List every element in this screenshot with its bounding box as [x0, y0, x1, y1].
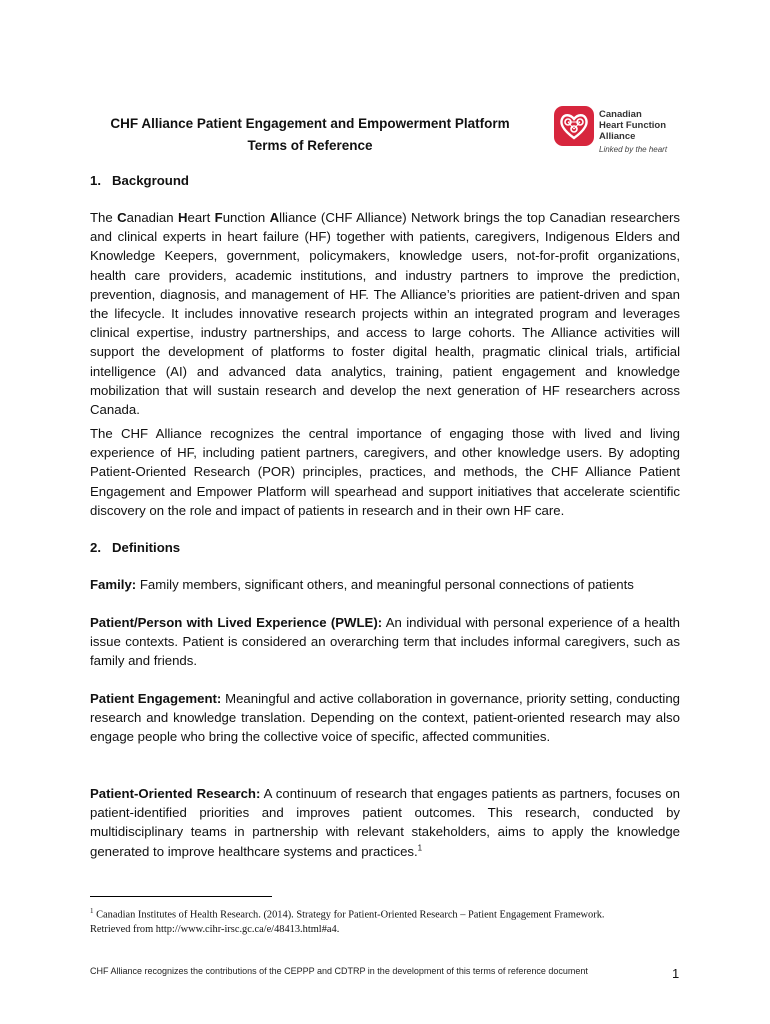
- footnote-divider: [90, 896, 272, 897]
- definition-pwle: Patient/Person with Lived Experience (PWLE): An individual with personal experience of a health issue contexts. Patient is considered an overarching term that includes informal caregivers, such as family and friends.: [90, 615, 681, 669]
- definition-family: Family: Family members, significant others, and meaningful personal connections of patients: [90, 577, 634, 592]
- footnote: $^1$ Canadian Institutes of Health Research. (2014). Strategy for Patient-Oriented Research – Patient Engagement Framework. Retrieved from http://www.cihr-irsc.gc.ca/e/48413.html#a4.: [90, 904, 680, 937]
- logo-tagline: Linked by the heart: [599, 145, 668, 154]
- page-footer-note: CHF Alliance recognizes the contributions of the CEPPP and CDTRP in the development of this terms of reference document: [90, 966, 588, 976]
- definition-patient-oriented-research: Patient-Oriented Research: A continuum of research that engages patients as partners, focuses on patient-identified priorities and improves patient outcomes. This research, conducted by multidisciplinary teams in partnership with relevant stakeholders, aims to apply the knowledge generated to improve healthcare systems and practices.$^1$: [90, 786, 680, 859]
- footnote-url-line: Retrieved from http://www.cihr-irsc.gc.ca/e/48413.html#a4.: [90, 924, 340, 936]
- definition-patient-engagement: Patient Engagement: Meaningful and active collaboration in governance, priority setting, conducting research and knowledge translation. Depending on the context, patient-oriented research may also engage people who bring the collective voice of specific, affected communities.: [90, 691, 680, 745]
- footnote-reference[interactable]: 1: [417, 843, 423, 853]
- heart-logo-icon: [553, 105, 595, 147]
- background-paragraph-2: The CHF Alliance recognizes the central importance of engaging those with lived and living experience of HF, including patient partners, caregivers, and other knowledge users. By adopting Patient-Oriented Research (POR) principles, practices, and methods, the CHF Alliance Patient Engagement and Empower Platform will spearhead and support initiatives that accelerate scientific discovery on the role and impact of patients in research and in their own HF care.: [90, 426, 680, 518]
- document-subtitle: Terms of Reference: [247, 138, 373, 153]
- section-heading-background: 1. Background: [90, 173, 189, 188]
- background-paragraph-1: The Canadian Heart Function Alliance (CHF Alliance) Network brings the top Canadian researchers and clinical experts in heart failure (HF) together with patients, caregivers, Indigenous Elders and Knowledge Keepers, government, policymakers, knowledge users, not-for-profit organizations, health care providers, academic institutions, and industry partners to improve the prediction, prevention, diagnosis, and management of HF. The Alliance’s priorities are patient-driven and span the lifecycle. It includes innovative research projects within an integrated program and leverages clinical expertise, industry partnerships, and access to large cohorts. The Alliance activities will support the development of platforms to foster digital health, pragmatic clinical trials, artificial intelligence (AI) and advanced data analytics, training, patient engagement and knowledge mobilization that will sustain research and develop the next generation of HF researchers across Canada.: [90, 210, 681, 418]
- page-number: 1: [672, 966, 680, 981]
- document-title-block: [90, 113, 530, 157]
- chf-alliance-logo: [553, 105, 683, 157]
- section-heading-definitions: 2. Definitions: [90, 540, 181, 555]
- logo-org-name: Canadian Heart Function Alliance: [599, 109, 667, 142]
- document-title: CHF Alliance Patient Engagement and Empowerment Platform: [110, 116, 510, 131]
